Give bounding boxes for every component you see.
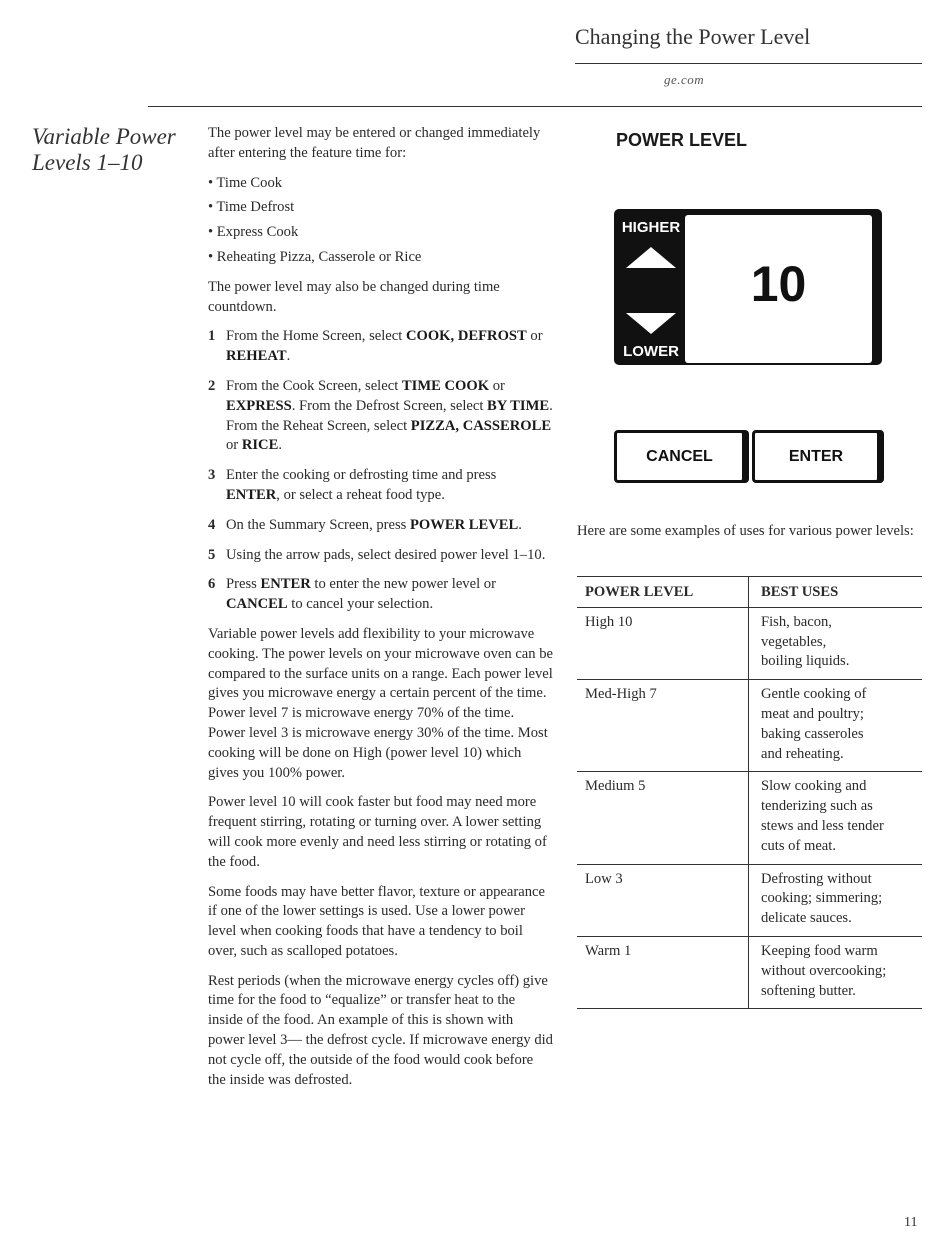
step-item	[208, 575, 553, 615]
feature-item: • Time Defrost	[208, 198, 553, 218]
table-row	[577, 607, 922, 679]
power-level-panel-title: POWER LEVEL	[616, 130, 748, 150]
table-row	[577, 772, 922, 864]
power-level-value: 10	[685, 215, 872, 363]
table-row	[577, 864, 922, 936]
step-text: Press ENTER to enter the new power level or CANCEL to cancel your selection.	[226, 576, 496, 613]
step-item	[208, 377, 553, 456]
step-text: From the Home Screen, select COOK, DEFROST or REHEAT.	[226, 328, 543, 365]
feature-item: • Express Cook	[208, 223, 553, 243]
step-text: Using the arrow pads, select desired power level 1–10.	[226, 546, 546, 563]
header-url: ge.com	[664, 72, 705, 87]
table-cell-uses: Defrosting without cooking; simmering; delicate sauces.	[749, 864, 923, 936]
intro-paragraph: The power level may be entered or changed immediately after entering the feature time for:	[208, 125, 541, 161]
section-title	[32, 124, 176, 176]
step-number: 4	[208, 516, 216, 533]
step-item	[208, 466, 553, 506]
feature-item: • Reheating Pizza, Casserole or Rice	[208, 248, 553, 268]
examples-intro: Here are some examples of uses for various power levels:	[577, 523, 914, 539]
step-text: Enter the cooking or defrosting time and press ENTER, or select a reheat food type.	[226, 467, 497, 503]
table-row	[577, 936, 922, 1008]
table-cell-level: Med-High 7	[577, 680, 749, 772]
step-item	[208, 546, 553, 566]
section-title-line-2: Levels 1–10	[32, 150, 143, 175]
power-level-uses-table	[577, 576, 922, 1009]
arrow-up-icon[interactable]	[626, 247, 676, 268]
feature-list	[208, 174, 553, 268]
arrow-down-icon[interactable]	[626, 313, 676, 334]
table-header-best-uses: BEST USES	[749, 577, 923, 608]
main-rule	[148, 106, 922, 107]
step-number: 6	[208, 576, 216, 593]
body-paragraph: Some foods may have better flavor, texture or appearance if one of the lower settings is used. Use a lower power level when cooking foods that have a tendency to boil over, such as scalloped potatoes.	[208, 883, 545, 959]
cancel-button[interactable]: CANCEL	[614, 430, 745, 483]
table-cell-level: High 10	[577, 607, 749, 679]
enter-button[interactable]: ENTER	[752, 430, 880, 483]
table-header-row	[577, 577, 922, 608]
table-cell-uses: Keeping food warm without overcooking; softening butter.	[749, 936, 923, 1008]
lower-label: LOWER	[623, 343, 679, 360]
table-row	[577, 680, 922, 772]
table-cell-level: Warm 1	[577, 936, 749, 1008]
step-item	[208, 516, 553, 536]
higher-label: HIGHER	[621, 219, 681, 236]
table-cell-level: Medium 5	[577, 772, 749, 864]
page-header-title: Changing the Power Level	[575, 24, 811, 49]
main-text-column	[208, 124, 553, 1100]
step-number: 2	[208, 377, 216, 394]
body-paragraph: Variable power levels add flexibility to your microwave cooking. The power levels on your microwave oven can be compared to the surface units on a range. Each power level gives you microwave energy a certain percent of the time. Power level 7 is microwave energy 70% of the time. Power level 3 is microwave energy 30% of the time. Most cooking will be done on High (power level 10) which gives you 100% power.	[208, 625, 554, 781]
step-number: 1	[208, 328, 216, 345]
section-title-line-1: Variable Power	[32, 124, 176, 149]
steps-list	[208, 327, 553, 615]
body-paragraph: Rest periods (when the microwave energy cycles off) give time for the food to “equalize” or transfer heat to the inside of the food. An example of this is shown with power level 3— the defrost cycle. If microwave energy did not cycle off, the outside of the food would cook before the inside was defrosted.	[208, 972, 553, 1088]
countdown-note: The power level may also be changed during time countdown.	[208, 278, 500, 315]
table-cell-uses: Gentle cooking of meat and poultry; baking casseroles and reheating.	[749, 680, 923, 772]
table-cell-uses: Fish, bacon, vegetables, boiling liquids.	[749, 607, 923, 679]
feature-item: • Time Cook	[208, 174, 553, 194]
page-number: 11	[904, 1215, 918, 1230]
table-cell-uses: Slow cooking and tenderizing such as stews and less tender cuts of meat.	[749, 772, 923, 864]
step-item	[208, 327, 553, 367]
step-number: 5	[208, 546, 216, 563]
table-header-power-level: POWER LEVEL	[577, 577, 749, 608]
header-rule	[575, 63, 922, 64]
power-level-display	[614, 209, 882, 365]
step-text: On the Summary Screen, press POWER LEVEL.	[226, 516, 522, 533]
table-cell-level: Low 3	[577, 864, 749, 936]
step-number: 3	[208, 467, 216, 484]
step-text: From the Cook Screen, select TIME COOK or EXPRESS. From the Defrost Screen, select BY TIME. From the Reheat Screen, select PIZZA, CASSEROLE or RICE.	[226, 377, 553, 454]
body-paragraph: Power level 10 will cook faster but food may need more frequent stirring, rotating or turning over. A lower setting will cook more evenly and need less stirring or rotating of the food.	[208, 794, 547, 870]
